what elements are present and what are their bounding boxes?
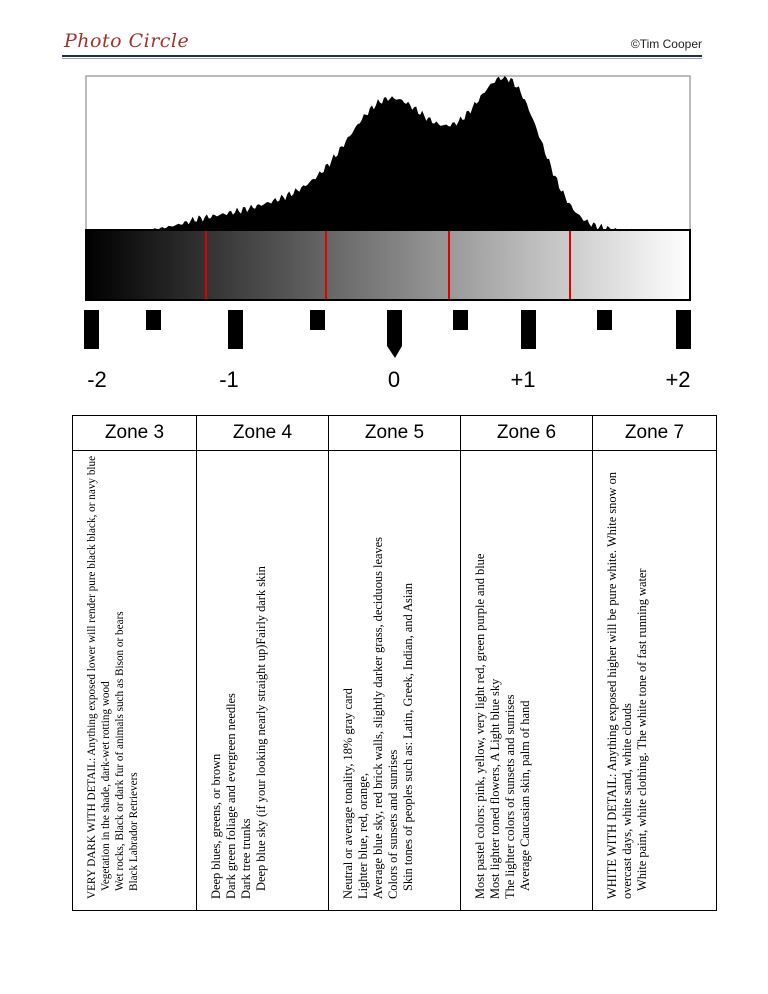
zone-5-line: Average blue sky, red brick walls, slightly darker grass, deciduous leaves xyxy=(371,537,385,899)
minor-tick xyxy=(146,310,161,330)
zone-3-line: VERY DARK WITH DETAIL: Anything exposed lower will render pure black black, or navy blue xyxy=(86,455,98,899)
zone-4-description xyxy=(197,451,329,911)
header-rule-shadow xyxy=(62,58,702,59)
zone-7-text xyxy=(599,451,713,903)
zone-table xyxy=(72,415,717,911)
page-header xyxy=(0,0,768,60)
zone-3-line: Black Labrador Retrievers xyxy=(128,772,140,891)
zone-3-description xyxy=(73,451,197,911)
minor-tick xyxy=(310,310,325,330)
center-pointer-tick xyxy=(387,310,402,358)
zone-4-text xyxy=(203,451,325,903)
scale-label-minus-1: -1 xyxy=(219,367,239,392)
major-tick xyxy=(676,310,691,349)
zone-5-line: Neutral or average tonality, 18% gray card xyxy=(341,688,355,899)
major-tick xyxy=(228,310,243,349)
zone-7-line: White paint, white clothing. The white tone of fast running water xyxy=(635,568,649,891)
zone-3-line: Wet rocks, Black or dark fur of animals such as Bison or bears xyxy=(114,611,126,891)
zone-4-line: Dark tree trunks xyxy=(239,818,253,899)
scale-label-plus-1: +1 xyxy=(510,367,536,392)
zone-5-header: Zone 5 xyxy=(329,416,461,451)
zone-description-row xyxy=(73,451,717,911)
zone-5-description xyxy=(329,451,461,911)
zone-4-header: Zone 4 xyxy=(197,416,329,451)
zone-5-text xyxy=(335,451,457,903)
zone-3-text xyxy=(79,451,193,903)
major-tick xyxy=(84,310,99,349)
zone-4-line: Deep blue sky (if your looking nearly straight up)Fairly dark skin xyxy=(254,566,268,891)
minor-tick xyxy=(597,310,612,330)
zone-7-description xyxy=(593,451,717,911)
zone-7-header: Zone 7 xyxy=(593,416,717,451)
minor-tick xyxy=(453,310,468,330)
zone-6-text xyxy=(467,451,589,903)
scale-label-plus-2: +2 xyxy=(665,367,691,392)
zone-7-line: WHITE WITH DETAIL: Anything exposed higher will be pure white. White snow on overcast days, white sand, white clouds xyxy=(605,472,634,899)
gray-gradient-bar xyxy=(86,230,690,300)
photo-circle-logo: Photo Circle xyxy=(64,30,190,52)
zone-5-line: Skin tones of peoples such as: Latin, Greek, Indian, and Asian xyxy=(401,583,415,891)
zone-header-row xyxy=(73,416,717,451)
zone-6-line: The lighter colors of sunsets and sunrises xyxy=(503,694,517,899)
zone-5-line: Colors of sunsets and sunrises xyxy=(386,749,400,899)
zone-6-header: Zone 6 xyxy=(461,416,593,451)
zone-6-line: Most pastel colors: pink, yellow, very light red, green purple and blue xyxy=(473,553,487,899)
zone-6-line: Average Caucasian skin, palm of hand xyxy=(518,700,532,891)
histogram-figure xyxy=(0,60,768,400)
zone-3-line: Vegetation in the shade, dark-wet rotting wood xyxy=(100,681,112,891)
zone-5-line: Lighter blue, red, orange, xyxy=(356,773,370,899)
zone-6-description xyxy=(461,451,593,911)
zone-4-line: Dark green foliage and evergreen needles xyxy=(224,693,238,899)
scale-label-0: 0 xyxy=(387,367,401,392)
zone-4-line: Deep blues, greens, or brown xyxy=(209,753,223,899)
scale-label-minus-2: -2 xyxy=(87,367,107,392)
major-tick xyxy=(521,310,536,349)
zone-3-header: Zone 3 xyxy=(73,416,197,451)
copyright-text: ©Tim Cooper xyxy=(630,37,702,51)
header-rule xyxy=(62,55,702,57)
zone-6-line: Most lighter toned flowers, A Light blue sky xyxy=(488,678,502,899)
